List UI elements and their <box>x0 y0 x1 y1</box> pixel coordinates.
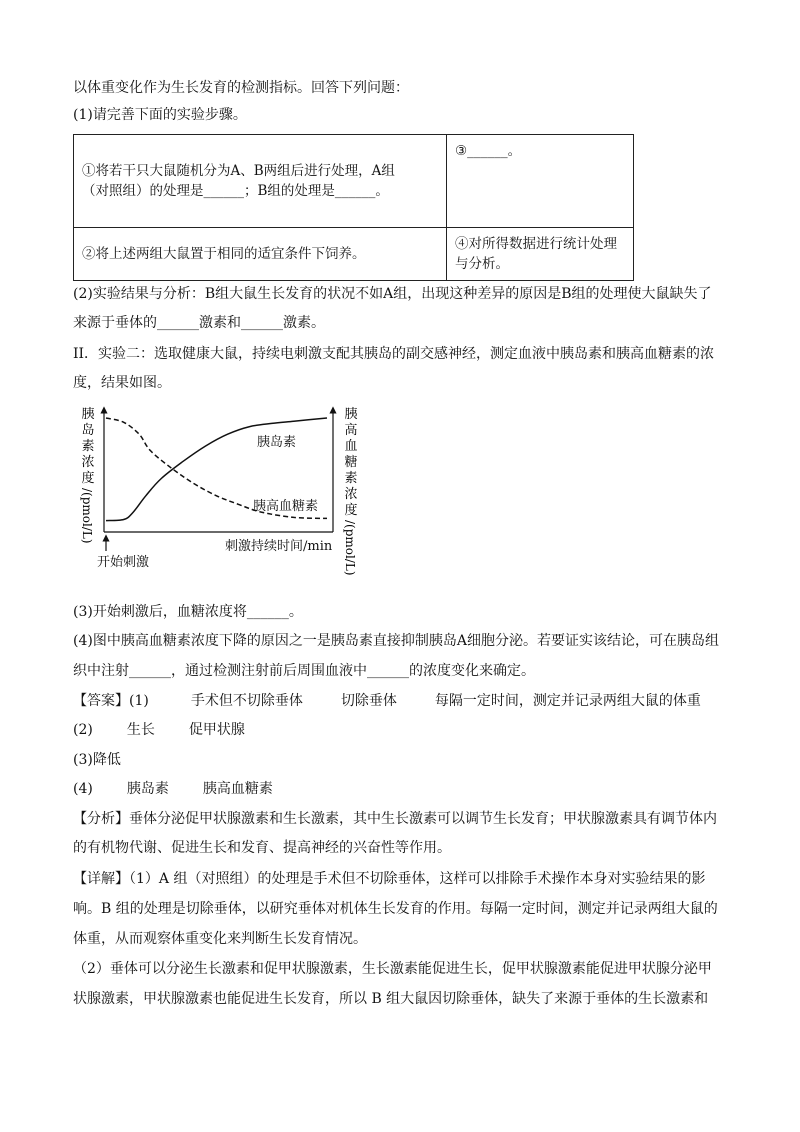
yleft-char: 胰 <box>81 407 95 422</box>
experiment-steps-table <box>73 134 634 281</box>
answer-row-3: (3)降低 <box>73 752 121 768</box>
analysis-line-2: 的有机物代谢、促进生长和发育、提高神经的兴奋性等作用。 <box>73 840 451 856</box>
answer-4-2: 胰高血糖素 <box>202 781 273 797</box>
detail-line-1: 【详解】（1）A 组（对照组）的处理是手术但不切除垂体，这样可以排除手术操作本身对实验结果的影 <box>73 871 706 887</box>
y-axis-right-label <box>343 406 358 576</box>
answer-2-2: 促甲状腺 <box>188 722 245 738</box>
yright-char: 浓 <box>344 487 358 502</box>
answer-row-2 <box>73 721 245 739</box>
experiment-2-line-1: II．实验二：选取健康大鼠，持续电刺激支配其胰岛的副交感神经，测定血液中胰岛素和胰高血糖素的浓 <box>73 346 715 362</box>
hormone-chart <box>75 404 375 579</box>
x-axis-label: 刺激持续时间/min <box>225 539 333 554</box>
step-4-cell <box>447 228 634 281</box>
detail-line-5: 状腺激素，甲状腺激素也能促进生长发育，所以 B 组大鼠因切除垂体，缺失了来源于垂体的生长激素和 <box>73 991 709 1007</box>
answer-4-number: (4) <box>73 781 93 797</box>
series-insulin-label: 胰岛素 <box>257 435 297 450</box>
question-2-line-1: (2)实验结果与分析：B组大鼠生长发育的状况不如A组，出现这种差异的原因是B组的处理使大鼠缺失了 <box>73 286 712 302</box>
question-2-line-2: 来源于垂体的______激素和______激素。 <box>73 315 325 331</box>
yright-char: 度 <box>344 503 358 518</box>
answer-row-4 <box>73 780 273 798</box>
question-4-line-1: (4)图中胰高血糖素浓度下降的原因之一是胰岛素直接抑制胰岛A细胞分泌。若要证实该结论，可在胰岛组 <box>73 633 719 649</box>
yleft-char: 岛 <box>81 423 95 438</box>
answer-2-number: (2) <box>73 722 93 738</box>
question-3: (3)开始刺激后，血糖浓度将______。 <box>73 604 303 620</box>
answer-2-1: 生长 <box>126 722 155 738</box>
step-4-line-2: 与分析。 <box>455 256 509 272</box>
yright-unit: /(pmol/L) <box>343 520 357 576</box>
series-glucagon-label: 胰高血糖素 <box>253 499 319 514</box>
yright-char: 高 <box>344 423 358 438</box>
answer-4-1: 胰岛素 <box>126 781 169 797</box>
question-4-line-2: 织中注射______，通过检测注射前后周围血液中______的浓度变化来确定。 <box>73 663 535 679</box>
step-2-cell <box>74 228 447 281</box>
yleft-unit: /(pmol/L) <box>80 488 94 544</box>
yright-char: 胰 <box>344 407 358 422</box>
answer-label: 【答案】(1) <box>73 693 149 709</box>
yleft-char: 素 <box>81 439 95 454</box>
step-3-cell <box>447 135 634 228</box>
intro-text: 以体重变化作为生长发育的检测指标。回答下列问题： <box>73 80 409 96</box>
step-1-cell <box>74 135 447 228</box>
detail-line-4: （2）垂体可以分泌生长激素和促甲状腺激素，生长激素能促进生长，促甲状腺激素能促进甲状腺分泌甲 <box>73 961 712 977</box>
step-1-line-2: （对照组）的处理是______；B组的处理是______。 <box>82 183 389 199</box>
question-1-title: (1)请完善下面的实验步骤。 <box>73 107 247 123</box>
yright-char: 糖 <box>344 455 358 470</box>
detail-line-3: 体重，从而观察体重变化来判断生长发育情况。 <box>73 931 367 947</box>
step-3-text: ③______。 <box>455 143 522 159</box>
experiment-2-line-2: 度，结果如图。 <box>73 375 171 391</box>
analysis-line-1: 【分析】垂体分泌促甲状腺激素和生长激素，其中生长激素可以调节生长发育；甲状腺激素具有调节体内 <box>73 811 717 827</box>
answer-row-1 <box>73 692 701 710</box>
y-axis-left-label <box>80 406 95 544</box>
answer-1-2: 切除垂体 <box>340 693 397 709</box>
detail-line-2: 响。B 组的处理是切除垂体，以研究垂体对机体生长发育的作用。每隔一定时间，测定并记录两组大鼠的 <box>73 901 718 917</box>
yleft-char: 度 <box>81 471 95 486</box>
start-stimulus-label: 开始刺激 <box>97 555 150 570</box>
step-2-text: ②将上述两组大鼠置于相同的适宜条件下饲养。 <box>82 246 366 262</box>
yright-char: 血 <box>344 439 358 454</box>
answer-1-3: 每隔一定时间，测定并记录两组大鼠的体重 <box>434 693 701 709</box>
step-4-line-1: ④对所得数据进行统计处理 <box>455 236 617 252</box>
answer-1-1: 手术但不切除垂体 <box>190 693 303 709</box>
yright-char: 素 <box>344 471 358 486</box>
yleft-char: 浓 <box>81 455 95 470</box>
step-1-line-1: ①将若干只大鼠随机分为A、B两组后进行处理，A组 <box>82 163 395 179</box>
